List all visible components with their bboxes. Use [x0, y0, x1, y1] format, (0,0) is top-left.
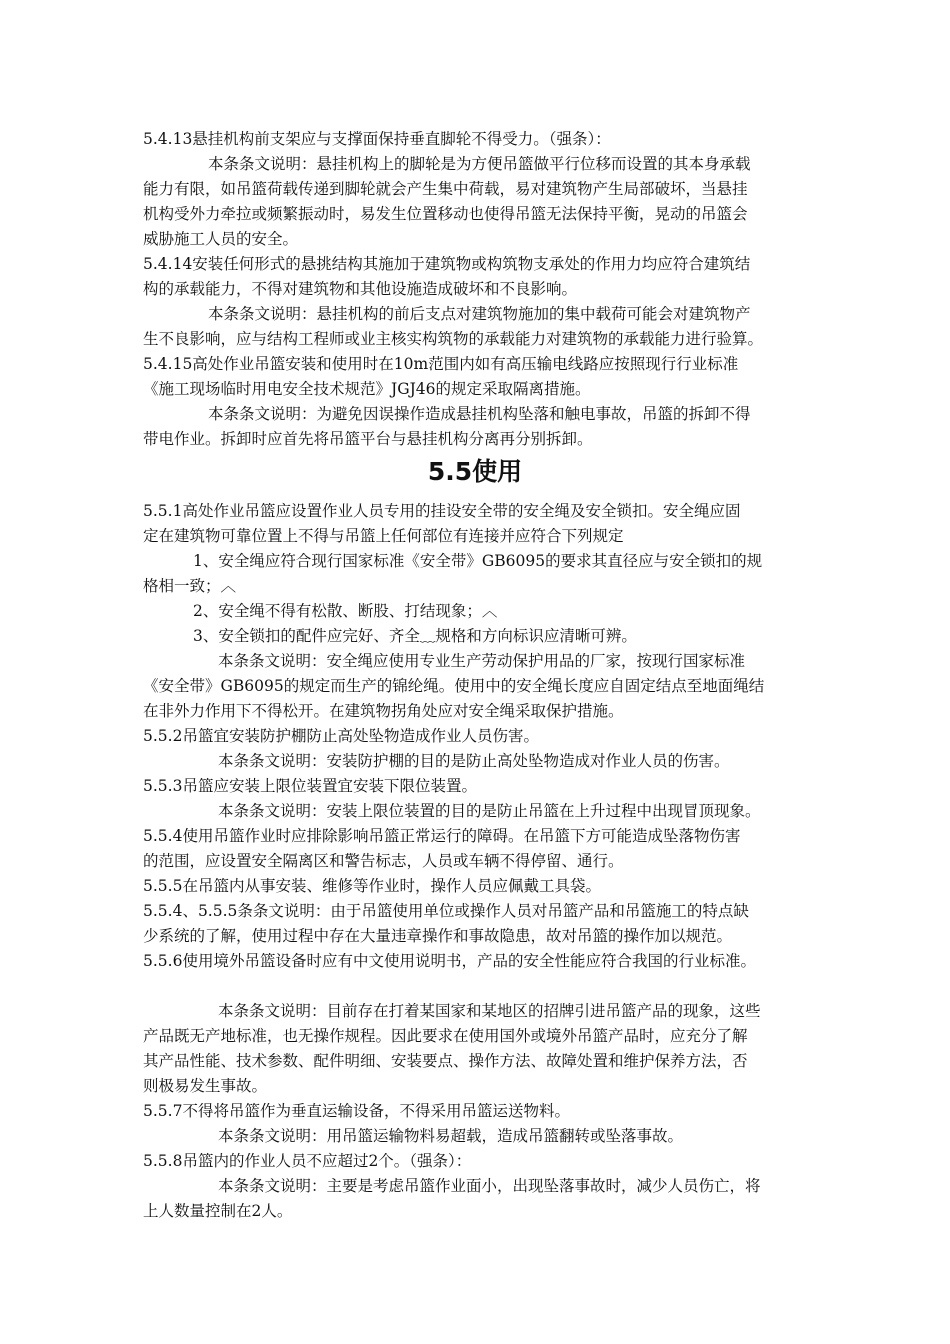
clause-text: 构的承载能力，不得对建筑物和其他设施造成破坏和不良影响。: [143, 280, 578, 298]
explanation-text: 生不良影响，应与结构工程师或业主核实构筑物的承载能力对建筑物的承载能力进行验算。: [143, 330, 764, 348]
explanation-text: 在非外力作用下不得松开。在建筑物拐角处应对安全绳采取保护措施。: [143, 702, 624, 720]
explanation-text: 机构受外力牵拉或频繁振动时，易发生位置移动也使得吊篮无法保持平衡，晃动的吊篮会: [143, 205, 748, 223]
clause-5-5-6: 5.5.6使用境外吊篮设备时应有中文使用说明书，产品的安全性能应符合我国的行业标准。: [143, 952, 756, 970]
explanation-text: 能力有限，如吊篮荷载传递到脚轮就会产生集中荷载，易对建筑物产生局部破坏，当悬挂: [143, 180, 748, 198]
clause-5-5-3: 5.5.3吊篮应安装上限位装置宜安装下限位装置。: [143, 777, 477, 795]
explanation-text: 本条条文说明：悬挂机构上的脚轮是为方便吊篮做平行位移而设置的其本身承载: [208, 155, 751, 173]
explanation-text: 少系统的了解，使用过程中存在大量违章操作和事故隐患，故对吊篮的操作加以规范。: [143, 927, 733, 945]
clause-5-5-8: 5.5.8吊篮内的作业人员不应超过2个。（强条）：: [143, 1152, 472, 1170]
list-item: 2、安全绳不得有松散、断股、打结现象；︿: [193, 602, 498, 620]
clause-5-5-5: 5.5.5在吊篮内从事安装、维修等作业时，操作人员应佩戴工具袋。: [143, 877, 601, 895]
explanation-text: 产品既无产地标准，也无操作规程。因此要求在使用国外或境外吊篮产品时，应充分了解: [143, 1027, 748, 1045]
list-item: 3、安全锁扣的配件应完好、齐全﹏规格和方向标识应清晰可辨。: [193, 627, 637, 645]
explanation-text: 带电作业。拆卸时应首先将吊篮平台与悬挂机构分离再分别拆卸。: [143, 430, 593, 448]
explanation-text: 本条条文说明：安装上限位装置的目的是防止吊篮在上升过程中出现冒顶现象。: [218, 802, 761, 820]
explanation-text: 上人数量控制在2人。: [143, 1202, 293, 1220]
explanation-text: 5.5.4、5.5.5条条文说明：由于吊篮使用单位或操作人员对吊篮产品和吊篮施工的特点缺: [143, 902, 749, 920]
explanation-text: 《安全带》GB6095的规定而生产的锦纶绳。使用中的安全绳长度应自固定结点至地面绳结: [143, 677, 765, 695]
explanation-text: 本条条文说明：安装防护棚的目的是防止高处坠物造成对作业人员的伤害。: [218, 752, 730, 770]
section-heading: 5.5使用: [427, 457, 523, 486]
explanation-text: 本条条文说明：为避免因误操作造成悬挂机构坠落和触电事故，吊篮的拆卸不得: [208, 405, 751, 423]
explanation-text: 本条条文说明：悬挂机构的前后支点对建筑物施加的集中载荷可能会对建筑物产: [208, 305, 751, 323]
clause-text: 定在建筑物可靠位置上不得与吊篮上任何部位有连接并应符合下列规定: [143, 527, 624, 545]
clause-5-4-15: 5.4.15高处作业吊篮安装和使用时在10m范围内如有高压输电线路应按照现行行业标准: [143, 355, 739, 373]
clause-5-5-4: 5.5.4使用吊篮作业时应排除影响吊篮正常运行的障碍。在吊篮下方可能造成坠落物伤害: [143, 827, 741, 845]
explanation-text: 本条条文说明：安全绳应使用专业生产劳动保护用品的厂家，按现行国家标准: [218, 652, 746, 670]
clause-5-5-1: 5.5.1高处作业吊篮应设置作业人员专用的挂设安全带的安全绳及安全锁扣。安全绳应固: [143, 502, 741, 520]
explanation-text: 威胁施工人员的安全。: [143, 230, 299, 248]
list-item: 格相一致；︿: [143, 577, 237, 595]
explanation-text: 其产品性能、技术参数、配件明细、安装要点、操作方法、故障处置和维护保养方法，否: [143, 1052, 748, 1070]
clause-text: 的范围，应设置安全隔离区和警告标志，人员或车辆不得停留、通行。: [143, 852, 624, 870]
clause-5-4-13: 5.4.13悬挂机构前支架应与支撑面保持垂直脚轮不得受力。（强条）：: [143, 130, 611, 148]
clause-text: 《施工现场临时用电安全技术规范》JGJ46的规定采取隔离措施。: [143, 380, 591, 398]
explanation-text: 本条条文说明：目前存在打着某国家和某地区的招牌引进吊篮产品的现象，这些: [218, 1002, 761, 1020]
explanation-text: 本条条文说明：用吊篮运输物料易超载，造成吊篮翻转或坠落事故。: [218, 1127, 684, 1145]
clause-5-4-14: 5.4.14安装任何形式的悬挑结构其施加于建筑物或构筑物支承处的作用力均应符合建筑结: [143, 255, 751, 273]
list-item: 1、安全绳应符合现行国家标准《安全带》GB6095的要求其直径应与安全锁扣的规: [193, 552, 763, 570]
explanation-text: 本条条文说明：主要是考虑吊篮作业面小，出现坠落事故时，减少人员伤亡，将: [218, 1177, 761, 1195]
explanation-text: 则极易发生事故。: [143, 1077, 268, 1095]
clause-5-5-7: 5.5.7不得将吊篮作为垂直运输设备，不得采用吊篮运送物料。: [143, 1102, 570, 1120]
clause-5-5-2: 5.5.2吊篮宜安装防护棚防止高处坠物造成作业人员伤害。: [143, 727, 539, 745]
